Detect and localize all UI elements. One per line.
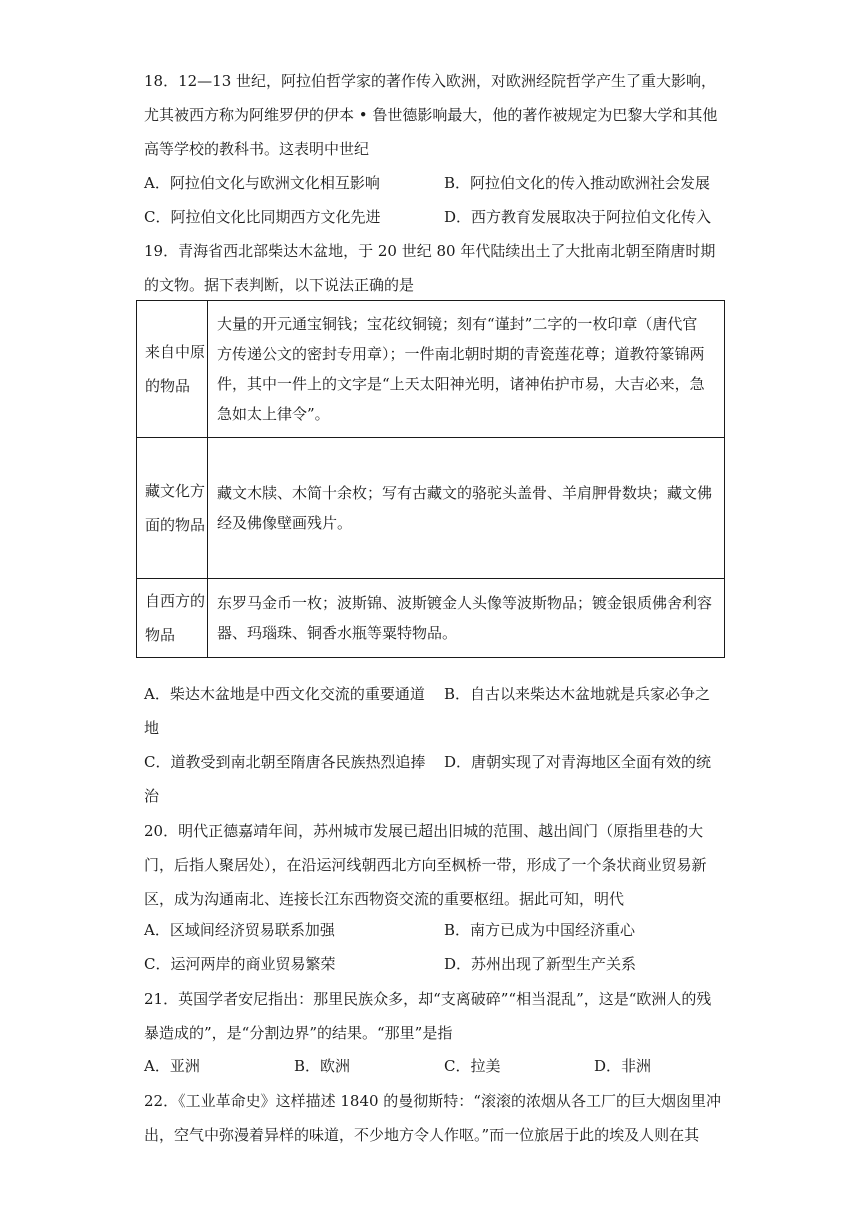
question-18-option-c[interactable]: C．阿拉伯文化比同期西方文化先进 [144, 208, 381, 226]
question-21-stem: 21．英国学者安尼指出：那里民族众多，却“支离破碎”“相当混乱”，这是“欧洲人的残暴造成的”，是“分割边界”的结果。“那里”是指 [144, 990, 712, 1042]
artifact-table [136, 300, 725, 658]
question-19-option-d-continued: 治 [144, 787, 160, 805]
question-22-stem: 22．《工业革命史》这样描述 1840 的曼彻斯特：“滚滚的浓烟从各工厂的巨大烟囱里冲出，空气中弥漫着异样的味道，不少地方令人作呕。”而一位旅居于此的埃及人则在其 [144, 1092, 721, 1144]
table-row [137, 438, 725, 579]
question-18-option-d[interactable]: D．西方教育发展取决于阿拉伯文化传入 [444, 208, 712, 226]
question-21-option-a[interactable]: A．亚洲 [144, 1057, 200, 1075]
question-20-option-d[interactable]: D．苏州出现了新型生产关系 [444, 955, 637, 973]
question-19-option-b[interactable]: B．自古以来柴达木盆地就是兵家必争之 [444, 685, 711, 703]
table-row-category: 藏文化方面的物品 [137, 438, 208, 579]
question-19-option-c[interactable]: C．道教受到南北朝至隋唐各民族热烈追捧 [144, 753, 426, 771]
table-row-category: 来自中原的物品 [137, 301, 208, 438]
table-row-items: 藏文木牍、木简十余枚；写有古藏文的骆驼头盖骨、羊肩胛骨数块；藏文佛经及佛像壁画残片。 [208, 438, 725, 579]
table-row-items: 大量的开元通宝铜钱；宝花纹铜镜；刻有“谨封”二字的一枚印章（唐代官方传递公文的密封专用章）；一件南北朝时期的青瓷莲花尊；道教符篆锦两件，其中一件上的文字是“上天太阳神光明，诸神佑护市易，大吉必来，急急如太上律令”。 [208, 301, 725, 438]
table-row-items: 东罗马金币一枚；波斯锦、波斯镀金人头像等波斯物品；镀金银质佛舍利容器、玛瑙珠、铜香水瓶等粟特物品。 [208, 579, 725, 658]
question-19-option-d[interactable]: D．唐朝实现了对青海地区全面有效的统 [444, 753, 712, 771]
question-19-option-a[interactable]: A．柴达木盆地是中西文化交流的重要通道 [144, 685, 425, 703]
question-20-stem: 20．明代正德嘉靖年间，苏州城市发展已超出旧城的范围、越出闾门（原指里巷的大门，后指人聚居处），在沿运河线朝西北方向至枫桥一带，形成了一个条状商业贸易新区，成为沟通南北、连接长江东西物资交流的重要枢纽。据此可知，明代 [144, 822, 707, 908]
question-20-option-b[interactable]: B．南方已成为中国经济重心 [444, 921, 636, 939]
question-21-option-d[interactable]: D．非洲 [594, 1057, 652, 1075]
question-18-stem: 18．12—13 世纪，阿拉伯哲学家的著作传入欧洲，对欧洲经院哲学产生了重大影响，尤其被西方称为阿维罗伊的伊本 • 鲁世德影响最大，他的著作被规定为巴黎大学和其他高等学校的教科书。这表明中世纪 [144, 72, 718, 158]
question-18-option-a[interactable]: A．阿拉伯文化与欧洲文化相互影响 [144, 174, 380, 192]
question-18-option-b[interactable]: B．阿拉伯文化的传入推动欧洲社会发展 [444, 174, 711, 192]
question-21-option-c[interactable]: C．拉美 [444, 1057, 501, 1075]
question-19-stem: 19．青海省西北部柴达木盆地，于 20 世纪 80 年代陆续出土了大批南北朝至隋唐时期的文物。据下表判断，以下说法正确的是 [144, 242, 716, 294]
question-20-option-a[interactable]: A．区域间经济贸易联系加强 [144, 921, 335, 939]
table-row-category: 自西方的物品 [137, 579, 208, 658]
question-19-option-b-continued: 地 [144, 719, 160, 737]
question-20-option-c[interactable]: C．运河两岸的商业贸易繁荣 [144, 955, 336, 973]
table-row [137, 579, 725, 658]
question-21-option-b[interactable]: B．欧洲 [294, 1057, 351, 1075]
table-row [137, 301, 725, 438]
